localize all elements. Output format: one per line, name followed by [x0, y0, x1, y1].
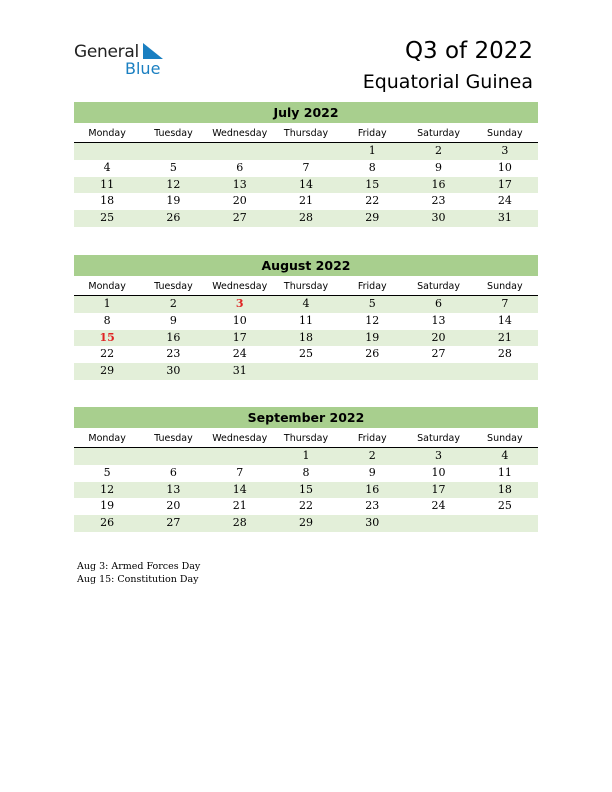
weekday-label: Monday [88, 433, 126, 444]
weekday-label: Monday [88, 281, 126, 292]
day-cell: 8 [302, 465, 310, 479]
day-cell: 17 [232, 330, 247, 344]
month-calendar-july [74, 102, 538, 227]
day-cell: 25 [100, 211, 115, 225]
day-cell [339, 363, 405, 380]
day-cell: 22 [365, 194, 380, 208]
holiday-day-cell: 3 [235, 297, 244, 310]
day-cell: 25 [298, 347, 313, 361]
day-cell: 26 [100, 516, 115, 530]
day-cell [472, 363, 538, 380]
week-row [74, 143, 538, 160]
logo-word-blue: Blue [125, 59, 161, 78]
day-cell: 22 [298, 499, 313, 513]
month-header: August 2022 [74, 255, 538, 276]
day-cell: 28 [232, 516, 247, 530]
day-cell: 14 [232, 482, 247, 496]
day-cell [405, 515, 471, 532]
day-cell: 29 [100, 364, 115, 378]
weekday-label: Saturday [417, 433, 460, 444]
day-cell [207, 143, 273, 160]
day-cell: 19 [365, 330, 380, 344]
day-cell: 13 [166, 482, 181, 496]
day-cell: 21 [298, 194, 313, 208]
weekday-label: Friday [357, 128, 387, 139]
day-cell: 7 [236, 465, 244, 479]
day-cell: 11 [100, 177, 115, 191]
day-cell: 8 [368, 160, 376, 174]
day-cell: 6 [169, 465, 177, 479]
day-cell: 27 [232, 211, 247, 225]
weekday-header-row [74, 125, 538, 143]
weekday-label: Tuesday [154, 433, 193, 444]
holiday-note: Aug 15: Constitution Day [77, 574, 199, 585]
day-cell: 25 [497, 499, 512, 513]
day-cell: 29 [365, 211, 380, 225]
day-cell: 24 [232, 347, 247, 361]
day-cell [140, 143, 206, 160]
day-cell: 23 [166, 347, 181, 361]
day-cell: 15 [365, 177, 380, 191]
day-cell [140, 448, 206, 465]
day-cell [273, 143, 339, 160]
day-cell: 4 [501, 449, 509, 462]
day-cell: 9 [435, 160, 443, 174]
day-cell: 14 [497, 313, 512, 327]
day-cell: 14 [298, 177, 313, 191]
day-cell: 18 [497, 482, 512, 496]
month-header: July 2022 [74, 102, 538, 123]
day-cell: 13 [232, 177, 247, 191]
day-cell: 11 [298, 313, 313, 327]
week-row [74, 177, 538, 194]
weekday-label: Saturday [417, 128, 460, 139]
weekday-label: Wednesday [212, 281, 268, 292]
weekday-label: Sunday [487, 281, 523, 292]
holiday-note: Aug 3: Armed Forces Day [77, 561, 201, 572]
day-cell: 28 [497, 347, 512, 361]
week-row [74, 296, 538, 313]
day-cell: 30 [365, 516, 380, 530]
logo-flag-icon [143, 43, 165, 59]
day-cell: 20 [431, 330, 446, 344]
weekday-header-row [74, 278, 538, 296]
day-cell: 31 [497, 211, 512, 225]
day-cell: 31 [232, 364, 247, 378]
day-cell: 11 [497, 465, 512, 479]
weekday-label: Thursday [283, 128, 329, 139]
day-cell: 20 [232, 194, 247, 208]
weekday-label: Thursday [283, 433, 329, 444]
day-cell: 29 [298, 516, 313, 530]
weekday-label: Tuesday [154, 128, 193, 139]
weekday-label: Tuesday [154, 281, 193, 292]
day-cell: 5 [368, 297, 376, 310]
day-cell: 21 [497, 330, 512, 344]
day-cell: 13 [431, 313, 446, 327]
holiday-day-cell: 15 [99, 330, 115, 344]
day-cell: 23 [431, 194, 446, 208]
day-cell: 18 [298, 330, 313, 344]
day-cell: 24 [431, 499, 446, 513]
day-cell: 3 [435, 449, 443, 462]
day-cell: 19 [100, 499, 115, 513]
week-row [74, 330, 538, 347]
day-cell: 16 [365, 482, 380, 496]
day-cell: 12 [166, 177, 181, 191]
day-cell: 30 [166, 364, 181, 378]
week-row [74, 448, 538, 465]
day-cell [405, 363, 471, 380]
day-cell: 27 [431, 347, 446, 361]
week-row [74, 193, 538, 210]
week-row [74, 363, 538, 380]
weekday-label: Friday [357, 281, 387, 292]
weekday-label: Thursday [283, 281, 329, 292]
week-row [74, 346, 538, 363]
weekday-label: Wednesday [212, 128, 268, 139]
day-cell: 12 [100, 482, 115, 496]
day-cell: 27 [166, 516, 181, 530]
day-cell: 2 [169, 297, 177, 310]
day-cell: 7 [302, 160, 310, 174]
day-cell: 9 [368, 465, 376, 479]
day-cell: 18 [100, 194, 115, 208]
day-cell: 16 [431, 177, 446, 191]
month-calendar-september [74, 407, 538, 532]
day-cell: 10 [431, 465, 446, 479]
day-cell: 6 [435, 297, 443, 310]
day-cell: 17 [497, 177, 512, 191]
day-cell: 7 [501, 297, 509, 310]
day-cell: 20 [166, 499, 181, 513]
weekday-label: Saturday [417, 281, 460, 292]
day-cell: 3 [501, 144, 509, 157]
day-cell: 21 [232, 499, 247, 513]
day-cell [74, 448, 140, 465]
day-cell: 12 [365, 313, 380, 327]
day-cell: 15 [298, 482, 313, 496]
weekday-label: Monday [88, 128, 126, 139]
day-cell [472, 515, 538, 532]
day-cell: 10 [232, 313, 247, 327]
day-cell [207, 448, 273, 465]
weekday-label: Friday [357, 433, 387, 444]
day-cell: 26 [166, 211, 181, 225]
day-cell: 16 [166, 330, 181, 344]
day-cell: 5 [169, 160, 177, 174]
weekday-label: Sunday [487, 433, 523, 444]
week-row [74, 210, 538, 227]
day-cell: 9 [169, 313, 177, 327]
weekday-header-row [74, 430, 538, 448]
day-cell: 8 [103, 313, 111, 327]
month-header: September 2022 [74, 407, 538, 428]
day-cell: 2 [368, 449, 376, 462]
day-cell: 5 [103, 465, 111, 479]
week-row [74, 313, 538, 330]
day-cell [74, 143, 140, 160]
day-cell [273, 363, 339, 380]
weekday-label: Sunday [487, 128, 523, 139]
day-cell: 6 [236, 160, 244, 174]
page-title: Q3 of 2022 [404, 38, 533, 64]
day-cell: 4 [103, 160, 111, 174]
day-cell: 22 [100, 347, 115, 361]
day-cell: 23 [365, 499, 380, 513]
day-cell: 1 [368, 144, 376, 157]
day-cell: 1 [302, 449, 310, 462]
day-cell: 30 [431, 211, 446, 225]
week-row [74, 482, 538, 499]
day-cell: 26 [365, 347, 380, 361]
week-row [74, 465, 538, 482]
day-cell: 2 [435, 144, 443, 157]
generalblue-logo [74, 42, 174, 78]
day-cell: 19 [166, 194, 181, 208]
week-row [74, 515, 538, 532]
weekday-label: Wednesday [212, 433, 268, 444]
day-cell: 4 [302, 297, 310, 310]
day-cell: 17 [431, 482, 446, 496]
week-row [74, 160, 538, 177]
day-cell: 24 [497, 194, 512, 208]
day-cell: 10 [497, 160, 512, 174]
holiday-notes [77, 560, 200, 586]
week-row [74, 498, 538, 515]
month-calendar-august [74, 255, 538, 380]
logo-word-general: General [74, 42, 139, 62]
day-cell: 28 [298, 211, 313, 225]
country-name: Equatorial Guinea [362, 71, 533, 93]
day-cell: 1 [103, 297, 111, 310]
